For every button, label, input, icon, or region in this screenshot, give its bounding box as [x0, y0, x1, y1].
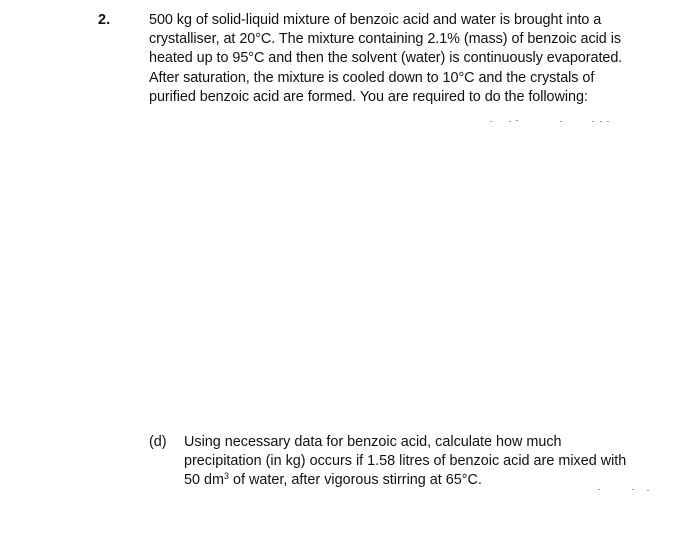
question-line: 500 kg of solid-liquid mixture of benzoic acid and water is brought into a — [149, 12, 602, 28]
part-d-line-end: of water, after vigorous stirring at 65°C. — [229, 472, 482, 489]
question-line: heated up to 95°C and then the solvent (water) is continuously evaporated. — [149, 50, 623, 67]
question-line: purified benzoic acid are formed. You are required to do the following: — [149, 88, 588, 105]
part-d-line — [184, 471, 654, 490]
scan-speck — [600, 121, 602, 122]
question-line: After saturation, the mixture is cooled down to 10°C and the crystals of — [149, 69, 595, 86]
part-d-line: Using necessary data for benzoic acid, calculate how much — [184, 434, 562, 450]
part-d-label: (d) — [149, 434, 167, 450]
scan-speck — [560, 121, 562, 122]
scan-speck — [490, 121, 492, 122]
question-number: 2. — [98, 12, 111, 28]
cubic-exponent: 3 — [224, 471, 230, 482]
question-line: crystalliser, at 20°C. The mixture containing 2.1% (mass) of benzoic acid is — [149, 31, 621, 48]
scan-speck — [516, 120, 518, 121]
scan-speck — [607, 121, 609, 122]
scan-speck — [592, 121, 594, 122]
part-d-text — [184, 433, 654, 491]
volume-value: 50 dm — [184, 472, 224, 489]
scan-speck — [509, 121, 511, 122]
question-text — [149, 11, 649, 107]
part-d-line: precipitation (in kg) occurs if 1.58 litres of benzoic acid are mixed with — [184, 453, 627, 470]
